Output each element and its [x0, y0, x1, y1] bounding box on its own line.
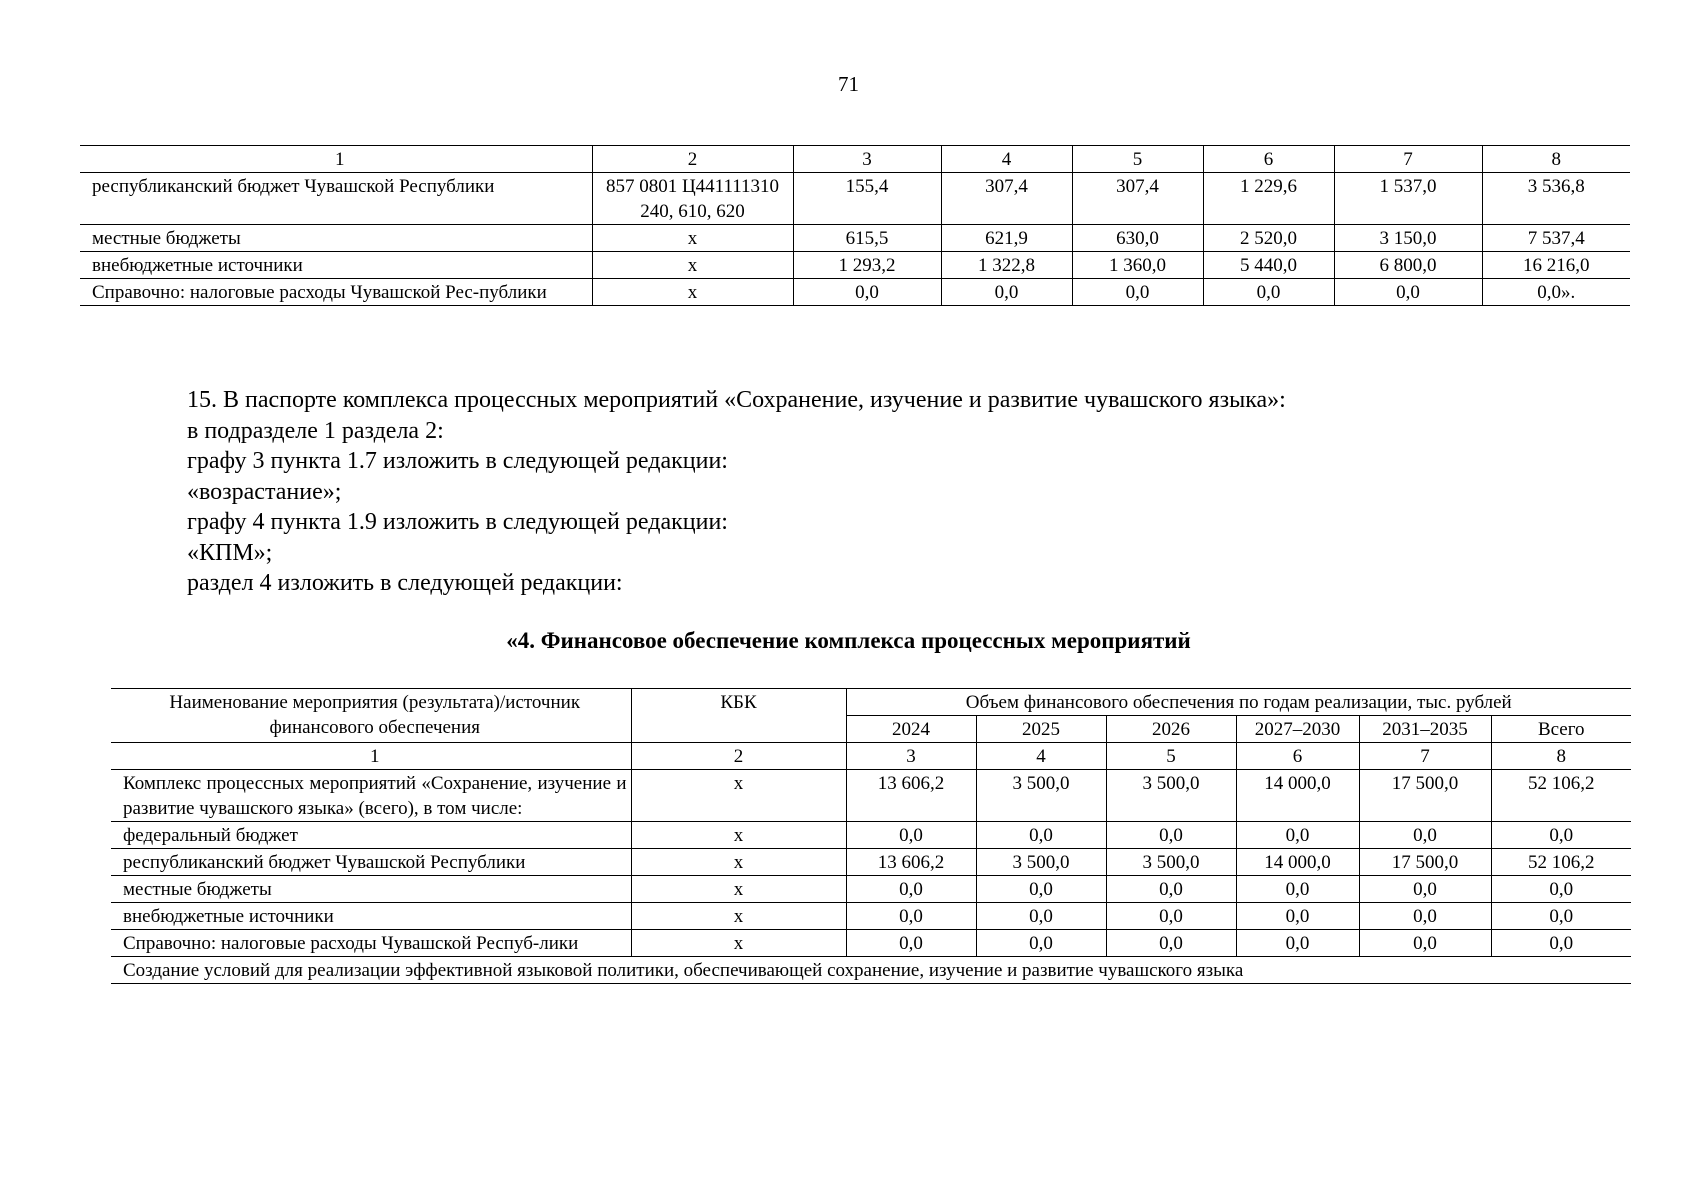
- column-number: 2: [631, 743, 846, 770]
- value-cell: 0,0: [1236, 903, 1359, 930]
- value-cell: 0,0: [1359, 903, 1491, 930]
- table-row: [111, 770, 1631, 822]
- value-cell: 0,0: [1236, 930, 1359, 957]
- paragraph-line: в подразделе 1 раздела 2:: [187, 417, 444, 444]
- value-cell: 5 440,0: [1203, 252, 1334, 279]
- value-cell: 0,0: [1106, 930, 1236, 957]
- value-cell: 0,0: [976, 903, 1106, 930]
- value-cell: 155,4: [793, 173, 941, 225]
- value-cell: 3 500,0: [976, 770, 1106, 822]
- kbk-code: x: [631, 822, 846, 849]
- kbk-column-header: КБК: [631, 689, 846, 743]
- value-cell: 0,0: [1359, 930, 1491, 957]
- value-cell: 615,5: [793, 225, 941, 252]
- value-cell: 1 537,0: [1334, 173, 1482, 225]
- column-number: 5: [1072, 146, 1203, 173]
- value-cell: 0,0: [846, 876, 976, 903]
- source-name: республиканский бюджет Чувашской Республики: [80, 173, 592, 225]
- kbk-code: x: [631, 849, 846, 876]
- volume-column-header: Объем финансового обеспечения по годам реализации, тыс. рублей: [846, 689, 1631, 716]
- value-cell: 3 500,0: [976, 849, 1106, 876]
- kbk-code: x: [592, 225, 793, 252]
- paragraph-line: «возрастание»;: [187, 478, 342, 505]
- value-cell: 0,0: [1491, 930, 1631, 957]
- header-row: [111, 689, 1631, 716]
- value-cell: 13 606,2: [846, 849, 976, 876]
- table-row: [80, 225, 1630, 252]
- source-name: республиканский бюджет Чувашской Республики: [111, 849, 631, 876]
- year-header: 2031–2035: [1359, 716, 1491, 743]
- value-cell: 3 150,0: [1334, 225, 1482, 252]
- value-cell: 0,0: [846, 822, 976, 849]
- kbk-code: x: [592, 252, 793, 279]
- value-cell: 0,0: [1491, 876, 1631, 903]
- value-cell: 0,0: [1106, 822, 1236, 849]
- column-number: 2: [592, 146, 793, 173]
- value-cell: 0,0: [846, 930, 976, 957]
- column-number: 5: [1106, 743, 1236, 770]
- value-cell: 0,0: [793, 279, 941, 306]
- kbk-code: x: [631, 876, 846, 903]
- column-number-row: [80, 146, 1630, 173]
- value-cell: 0,0: [976, 876, 1106, 903]
- column-number: 7: [1334, 146, 1482, 173]
- name-column-header: Наименование мероприятия (результата)/источник финансового обеспечения: [111, 689, 631, 743]
- kbk-code: x: [631, 770, 846, 822]
- value-cell: 0,0: [941, 279, 1072, 306]
- column-number: 7: [1359, 743, 1491, 770]
- source-name: местные бюджеты: [80, 225, 592, 252]
- source-name: внебюджетные источники: [80, 252, 592, 279]
- value-cell: 0,0: [1203, 279, 1334, 306]
- value-cell: 0,0: [1359, 876, 1491, 903]
- year-header: Всего: [1491, 716, 1631, 743]
- table-row: [111, 849, 1631, 876]
- value-cell: 3 500,0: [1106, 770, 1236, 822]
- source-name: местные бюджеты: [111, 876, 631, 903]
- value-cell: 3 536,8: [1482, 173, 1630, 225]
- value-cell: 14 000,0: [1236, 770, 1359, 822]
- value-cell: 630,0: [1072, 225, 1203, 252]
- value-cell: 0,0: [1334, 279, 1482, 306]
- value-cell: 0,0: [1236, 876, 1359, 903]
- column-number: 3: [846, 743, 976, 770]
- kbk-code: 857 0801 Ц441111310 240, 610, 620: [592, 173, 793, 225]
- value-cell: 3 500,0: [1106, 849, 1236, 876]
- column-number: 4: [976, 743, 1106, 770]
- table-row: [80, 173, 1630, 225]
- paragraph-line: графу 3 пункта 1.7 изложить в следующей редакции:: [187, 448, 728, 474]
- value-cell: 17 500,0: [1359, 770, 1491, 822]
- year-header: 2025: [976, 716, 1106, 743]
- value-cell: 0,0: [976, 930, 1106, 957]
- column-number: 3: [793, 146, 941, 173]
- kbk-code: x: [592, 279, 793, 306]
- value-cell: 1 293,2: [793, 252, 941, 279]
- column-number: 6: [1203, 146, 1334, 173]
- page-number: 71: [838, 72, 859, 96]
- kbk-code: x: [631, 930, 846, 957]
- section-heading: «4. Финансовое обеспечение комплекса процессных мероприятий: [506, 628, 1191, 653]
- column-number: 1: [111, 743, 631, 770]
- value-cell: 0,0».: [1482, 279, 1630, 306]
- table-row: [111, 822, 1631, 849]
- value-cell: 13 606,2: [846, 770, 976, 822]
- paragraph-line: графу 4 пункта 1.9 изложить в следующей редакции:: [187, 509, 728, 535]
- value-cell: 17 500,0: [1359, 849, 1491, 876]
- value-cell: 14 000,0: [1236, 849, 1359, 876]
- value-cell: 7 537,4: [1482, 225, 1630, 252]
- column-number-row: [111, 743, 1631, 770]
- amendment-paragraph: [187, 385, 1286, 599]
- value-cell: 16 216,0: [1482, 252, 1630, 279]
- paragraph-line: «КПМ»;: [187, 539, 273, 566]
- value-cell: 0,0: [1072, 279, 1203, 306]
- value-cell: 621,9: [941, 225, 1072, 252]
- source-name: внебюджетные источники: [111, 903, 631, 930]
- measure-name: Комплекс процессных мероприятий «Сохранение, изучение и развитие чувашского языка» (всего), в том числе:: [111, 770, 631, 822]
- value-cell: 0,0: [1236, 822, 1359, 849]
- goal-text: Создание условий для реализации эффективной языковой политики, обеспечивающей сохранение, изучение и развитие чувашского языка: [111, 957, 1631, 984]
- value-cell: 0,0: [1491, 903, 1631, 930]
- value-cell: 0,0: [1491, 822, 1631, 849]
- column-number: 4: [941, 146, 1072, 173]
- table-row: [111, 903, 1631, 930]
- kbk-code: x: [631, 903, 846, 930]
- source-name: Справочно: налоговые расходы Чувашской Рес-публики: [80, 279, 592, 306]
- value-cell: 0,0: [1106, 876, 1236, 903]
- value-cell: 52 106,2: [1491, 849, 1631, 876]
- value-cell: 1 360,0: [1072, 252, 1203, 279]
- column-number: 6: [1236, 743, 1359, 770]
- table-row: [80, 252, 1630, 279]
- value-cell: 2 520,0: [1203, 225, 1334, 252]
- value-cell: 1 229,6: [1203, 173, 1334, 225]
- column-number: 8: [1482, 146, 1630, 173]
- year-header: 2024: [846, 716, 976, 743]
- value-cell: 0,0: [976, 822, 1106, 849]
- table-row: [111, 876, 1631, 903]
- financing-table: [111, 688, 1631, 984]
- column-number: 8: [1491, 743, 1631, 770]
- table-row: [111, 930, 1631, 957]
- table-footer-row: [111, 957, 1631, 984]
- paragraph-line: раздел 4 изложить в следующей редакции:: [187, 570, 623, 596]
- source-name: Справочно: налоговые расходы Чувашской Респуб-лики: [111, 930, 631, 957]
- value-cell: 307,4: [1072, 173, 1203, 225]
- value-cell: 1 322,8: [941, 252, 1072, 279]
- value-cell: 6 800,0: [1334, 252, 1482, 279]
- table-row: [80, 279, 1630, 306]
- year-header: 2026: [1106, 716, 1236, 743]
- budget-continuation-table: [80, 145, 1630, 306]
- source-name: федеральный бюджет: [111, 822, 631, 849]
- value-cell: 0,0: [1359, 822, 1491, 849]
- column-number: 1: [80, 146, 592, 173]
- paragraph-line: 15. В паспорте комплекса процессных мероприятий «Сохранение, изучение и развитие чувашского языка»:: [187, 387, 1286, 413]
- value-cell: 307,4: [941, 173, 1072, 225]
- value-cell: 0,0: [1106, 903, 1236, 930]
- value-cell: 0,0: [846, 903, 976, 930]
- year-header: 2027–2030: [1236, 716, 1359, 743]
- value-cell: 52 106,2: [1491, 770, 1631, 822]
